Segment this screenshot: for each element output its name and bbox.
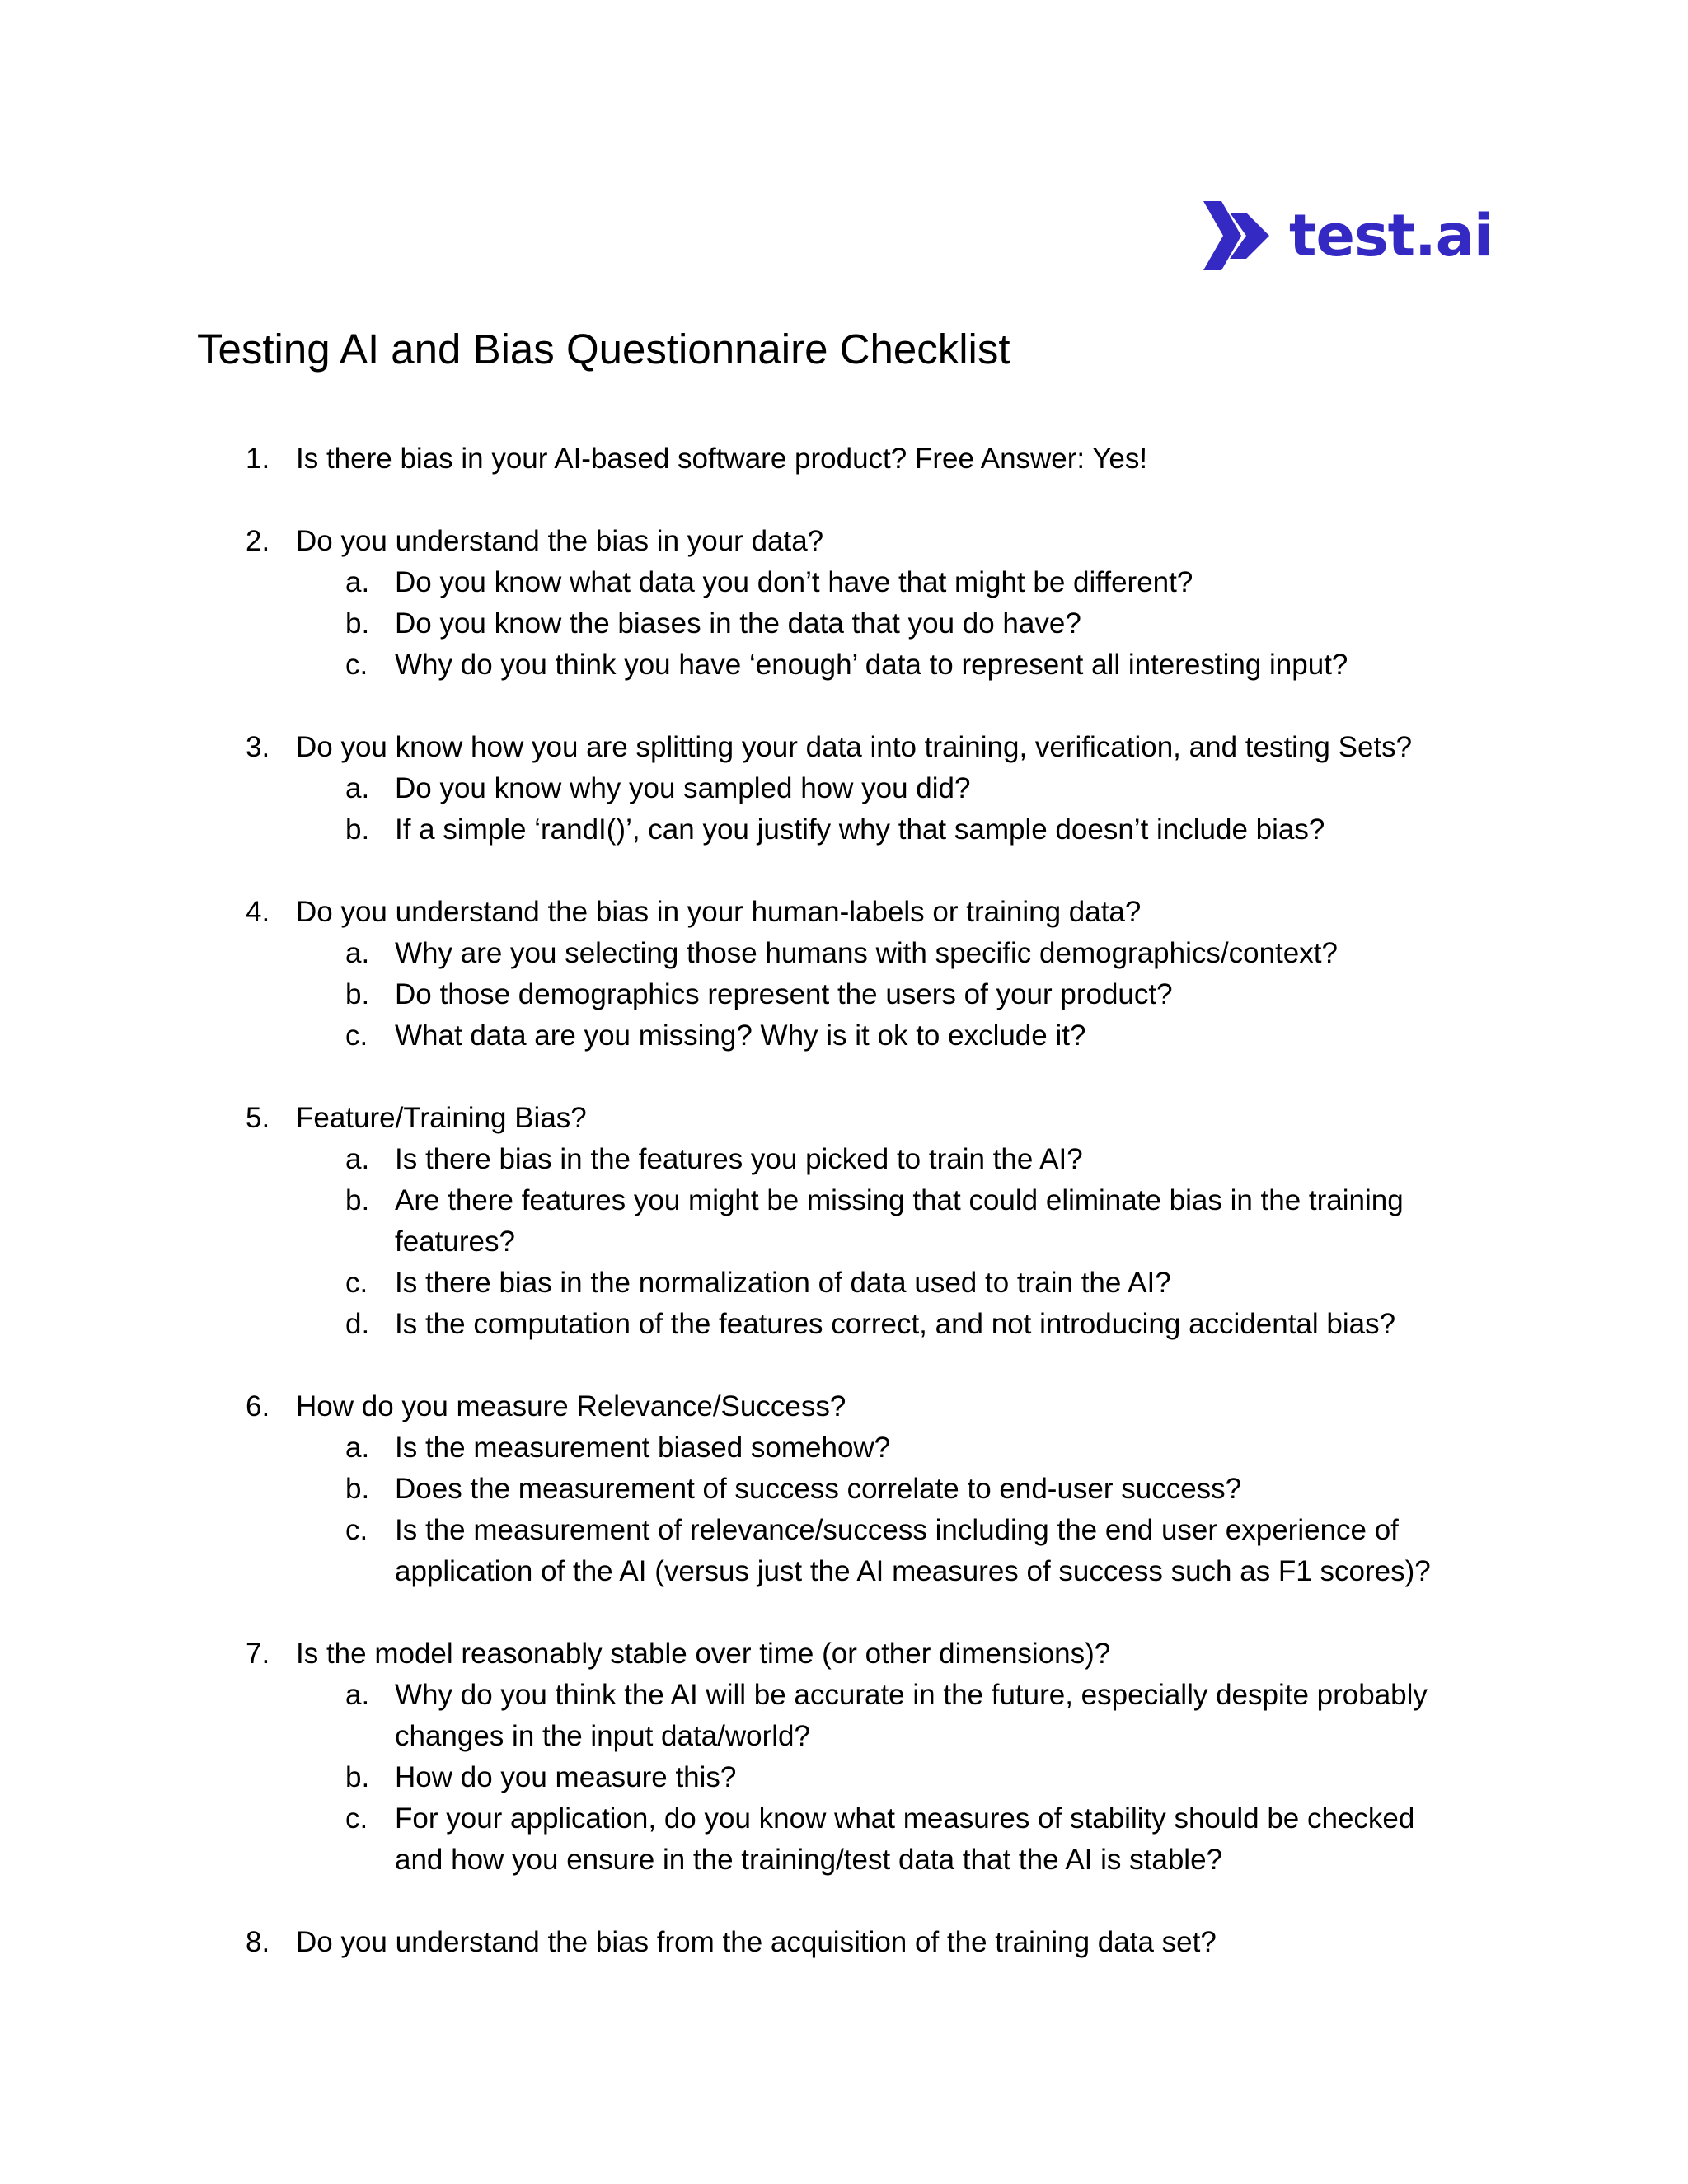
sub-question-text: Does the measurement of success correlate to end-user success?: [395, 1473, 1242, 1505]
question-text: How do you measure Relevance/Success?: [296, 1390, 846, 1422]
sub-question-letter: b.: [345, 1184, 370, 1216]
sub-question-item: [0, 1304, 1688, 1345]
question-text: Do you understand the bias in your data?: [296, 525, 824, 557]
sub-question-letter: a.: [345, 566, 370, 598]
sub-question-item: [0, 1139, 1688, 1180]
sub-question-text: Is there bias in the features you picked to train the AI?: [395, 1143, 1083, 1175]
question-text: Do you understand the bias in your human-labels or training data?: [296, 896, 1142, 928]
question-item: [0, 521, 1688, 686]
sub-question-item: [0, 1015, 1688, 1057]
sub-question-list: [0, 562, 1688, 686]
sub-question-list: [0, 1675, 1688, 1881]
sub-question-letter: a.: [345, 1432, 370, 1464]
question-number: 8.: [246, 1926, 270, 1958]
sub-question-letter: a.: [345, 1679, 370, 1711]
sub-question-text: Is the measurement of relevance/success including the end user experience of: [395, 1514, 1399, 1546]
question-item: [0, 1098, 1688, 1345]
sub-question-item: [0, 644, 1688, 686]
sub-question-list: [0, 933, 1688, 1057]
sub-question-letter: a.: [345, 1143, 370, 1175]
question-number: 3.: [246, 731, 270, 763]
sub-question-text: Do you know what data you don’t have that might be different?: [395, 566, 1193, 598]
sub-question-letter: a.: [345, 772, 370, 804]
sub-question-item: [0, 603, 1688, 644]
logo-wordmark: test.ai: [1289, 202, 1493, 269]
sub-question-list: [0, 1139, 1688, 1345]
sub-question-item: [0, 1263, 1688, 1304]
sub-question-letter: c.: [345, 1019, 368, 1052]
sub-question-text: features?: [395, 1226, 515, 1258]
sub-question-text: Do you know the biases in the data that you do have?: [395, 607, 1081, 640]
sub-question-item: [0, 768, 1688, 809]
sub-question-item: [0, 1469, 1688, 1510]
sub-question-item: [0, 809, 1688, 851]
question-text: Feature/Training Bias?: [296, 1102, 587, 1134]
sub-question-letter: c.: [345, 1514, 368, 1546]
sub-question-text: Is the measurement biased somehow?: [395, 1432, 891, 1464]
sub-question-letter: c.: [345, 1267, 368, 1299]
sub-question-letter: b.: [345, 978, 370, 1010]
sub-question-item: [0, 974, 1688, 1015]
sub-question-text: Why are you selecting those humans with specific demographics/context?: [395, 937, 1338, 969]
question-item: [0, 892, 1688, 1057]
question-number: 4.: [246, 896, 270, 928]
sub-question-text: Why do you think the AI will be accurate in the future, especially despite probably: [395, 1679, 1428, 1711]
sub-question-text: Do those demographics represent the users of your product?: [395, 978, 1173, 1010]
question-number: 7.: [246, 1638, 270, 1670]
question-item: [0, 727, 1688, 851]
sub-question-text: Do you know why you sampled how you did?: [395, 772, 971, 804]
sub-question-text: If a simple ‘randI()’, can you justify why that sample doesn’t include bias?: [395, 813, 1325, 846]
sub-question-item: [0, 562, 1688, 603]
sub-question-text: changes in the input data/world?: [395, 1720, 810, 1752]
sub-question-text: application of the AI (versus just the AI measures of success such as F1 scores)?: [395, 1555, 1431, 1587]
sub-question-item: [0, 1180, 1688, 1263]
sub-question-item: [0, 1510, 1688, 1592]
sub-question-letter: b.: [345, 1761, 370, 1793]
sub-question-letter: b.: [345, 813, 370, 846]
question-item: [0, 438, 1688, 480]
sub-question-text: Why do you think you have ‘enough’ data to represent all interesting input?: [395, 649, 1348, 681]
sub-question-letter: a.: [345, 937, 370, 969]
sub-question-item: [0, 933, 1688, 974]
sub-question-letter: b.: [345, 607, 370, 640]
question-number: 1.: [246, 443, 270, 475]
question-item: [0, 1633, 1688, 1881]
sub-question-text: How do you measure this?: [395, 1761, 737, 1793]
sub-question-letter: c.: [345, 649, 368, 681]
question-text: Do you understand the bias from the acquisition of the training data set?: [296, 1926, 1217, 1958]
sub-question-item: [0, 1798, 1688, 1881]
sub-question-list: [0, 1427, 1688, 1592]
question-number: 6.: [246, 1390, 270, 1422]
double-chevron-right-icon: [1203, 201, 1269, 270]
sub-question-list: [0, 768, 1688, 851]
sub-question-text: Are there features you might be missing that could eliminate bias in the training: [395, 1184, 1404, 1216]
question-number: 2.: [246, 525, 270, 557]
sub-question-text: and how you ensure in the training/test data that the AI is stable?: [395, 1844, 1222, 1876]
question-list: [0, 438, 1688, 2004]
sub-question-item: [0, 1427, 1688, 1469]
sub-question-text: Is there bias in the normalization of data used to train the AI?: [395, 1267, 1171, 1299]
sub-question-item: [0, 1675, 1688, 1757]
test-ai-logo: [1203, 201, 1493, 270]
sub-question-letter: b.: [345, 1473, 370, 1505]
sub-question-letter: d.: [345, 1308, 370, 1340]
question-text: Is there bias in your AI-based software product? Free Answer: Yes!: [296, 443, 1148, 475]
question-item: [0, 1386, 1688, 1592]
sub-question-text: Is the computation of the features correct, and not introducing accidental bias?: [395, 1308, 1396, 1340]
question-text: Do you know how you are splitting your data into training, verification, and testing Sets?: [296, 731, 1413, 763]
sub-question-text: For your application, do you know what measures of stability should be checked: [395, 1802, 1415, 1835]
sub-question-text: What data are you missing? Why is it ok to exclude it?: [395, 1019, 1086, 1052]
sub-question-letter: c.: [345, 1802, 368, 1835]
question-number: 5.: [246, 1102, 270, 1134]
question-text: Is the model reasonably stable over time (or other dimensions)?: [296, 1638, 1111, 1670]
question-item: [0, 1922, 1688, 1963]
sub-question-item: [0, 1757, 1688, 1798]
document-title: Testing AI and Bias Questionnaire Checklist: [197, 326, 1010, 373]
